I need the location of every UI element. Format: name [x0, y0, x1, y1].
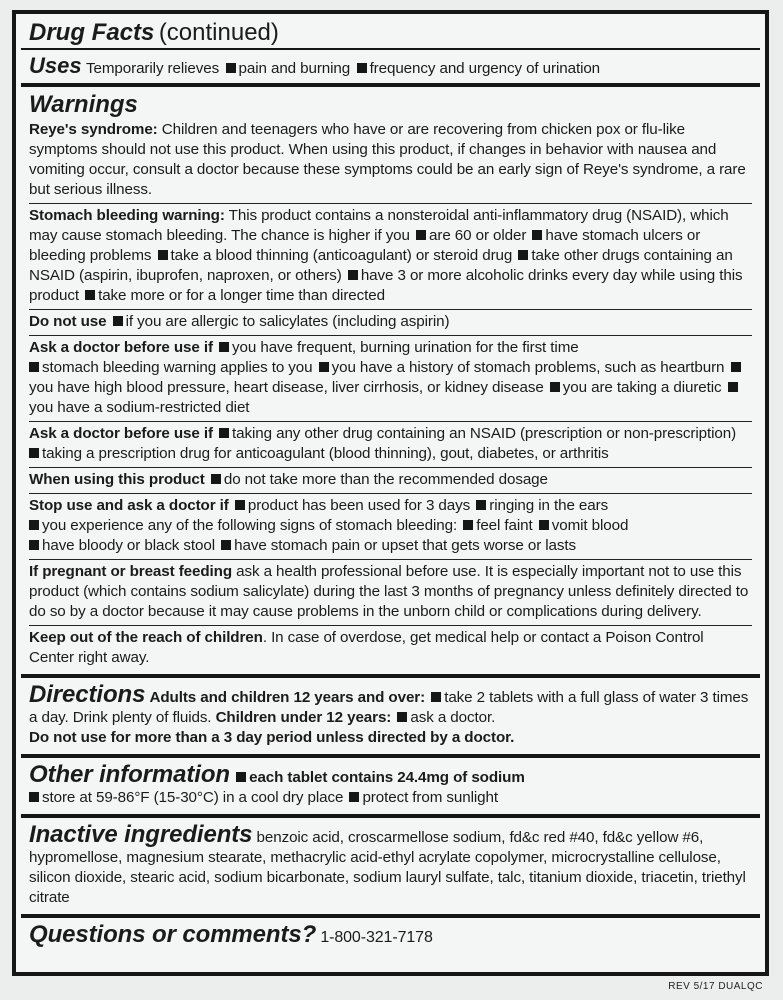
warnings-heading-row	[21, 87, 760, 118]
bullet-icon	[319, 362, 329, 372]
uses-item: pain and burning	[238, 60, 351, 77]
stomach-item: have stomach ulcers or bleeding problems	[29, 227, 701, 264]
inactive-heading: Inactive ingredients	[29, 821, 253, 848]
stop-use-item: vomit blood	[551, 517, 629, 534]
bullet-icon	[539, 520, 549, 530]
bullet-icon	[348, 270, 358, 280]
directions-limit: Do not use for more than a 3 day period unless directed by a doctor.	[29, 729, 515, 746]
keep-out-label: Keep out of the reach of children	[29, 629, 263, 646]
ask-doctor-warning	[21, 336, 760, 421]
drug-facts-header	[21, 17, 760, 48]
pregnant-warning	[21, 560, 760, 625]
bullet-icon	[397, 712, 407, 722]
stomach-item: take more or for a longer time than directed	[98, 287, 385, 304]
bullet-icon	[158, 250, 168, 260]
revision-code: REV 5/17 DUALQC	[668, 981, 763, 992]
do-not-use-item: if you are allergic to salicylates (including aspirin)	[125, 313, 450, 330]
bullet-icon	[219, 342, 229, 352]
reyes-text: Children and teenagers who have or are recovering from chicken pox or flu-like symptoms should not use this product. When using this product, if changes in behavior with nausea and vomiting occur, consult a doctor because these symptoms could be an early sign of Reye's syndrome, a rare but serious illness.	[29, 121, 746, 198]
ask-doctor-item: you have a history of stomach problems, such as heartburn	[331, 359, 725, 376]
bullet-icon	[226, 63, 236, 73]
stomach-item: have 3 or more alcoholic drinks every day while using this product	[29, 267, 743, 304]
stop-use-item: have stomach pain or upset that gets worse or lasts	[234, 537, 577, 554]
directions-children-text: ask a doctor.	[410, 709, 496, 726]
other-info-item: protect from sunlight	[362, 789, 498, 806]
directions-heading: Directions	[29, 681, 146, 708]
bullet-icon	[29, 520, 39, 530]
stomach-item: are 60 or older	[429, 227, 527, 244]
ask-doctor-item: you have a sodium-restricted diet	[29, 399, 250, 416]
warnings-heading: Warnings	[29, 91, 138, 118]
stop-use-item: product has been used for 3 days	[247, 497, 471, 514]
bullet-icon	[85, 290, 95, 300]
bullet-icon	[221, 540, 231, 550]
reyes-warning	[21, 118, 760, 203]
bullet-icon	[236, 772, 246, 782]
bullet-icon	[29, 540, 39, 550]
uses-item: frequency and urgency of urination	[369, 60, 601, 77]
ask-doctor-label: Ask a doctor before use if	[29, 339, 213, 356]
stop-use-warning	[21, 494, 760, 559]
pregnant-text: ask a health professional before use. It is especially important not to use this product (which contains sodium salicylate) during the last 3 months of pregnancy unless definitely directed to do so by a doctor because it may cause problems in the unborn child or complications during delivery.	[29, 563, 749, 620]
inactive-text: benzoic acid, croscarmellose sodium, fd&c red #40, fd&c yellow #6, hypromellose, magnesium stearate, methacrylic acid-ethyl acrylate copolymer, microcrystalline cellulose, silicon dioxide, stearic acid, sodium bicarbonate, sodium lauryl sulfate, talc, titanium dioxide, triacetin, triethyl citrate	[29, 829, 746, 906]
ask-doctor-2-item: taking a prescription drug for anticoagulant (blood thinning), gout, diabetes, or arthritis	[42, 445, 609, 462]
bullet-icon	[211, 474, 221, 484]
stop-use-item: feel faint	[476, 517, 533, 534]
when-using-label: When using this product	[29, 471, 205, 488]
questions-heading: Questions or comments?	[29, 921, 317, 948]
directions-adults-label: Adults and children 12 years and over:	[149, 689, 426, 706]
bullet-icon	[357, 63, 367, 73]
uses-section	[21, 50, 760, 83]
bullet-icon	[431, 692, 441, 702]
other-info-heading: Other information	[29, 761, 230, 788]
directions-children-label: Children under 12 years:	[215, 709, 392, 726]
stomach-intro: This product contains a nonsteroidal anti-inflammatory drug (NSAID), which may cause stomach bleeding. The chance is higher if you	[29, 207, 729, 244]
when-using-item: do not take more than the recommended dosage	[223, 471, 548, 488]
stop-use-item: ringing in the ears	[489, 497, 609, 514]
bullet-icon	[29, 792, 39, 802]
bullet-icon	[416, 230, 426, 240]
other-info-item: each tablet contains 24.4mg of sodium	[249, 769, 525, 786]
directions-adults-text: take 2 tablets with a full glass of water 3 times a day. Drink plenty of fluids.	[29, 689, 749, 726]
bullet-icon	[463, 520, 473, 530]
ask-doctor-2-item: taking any other drug containing an NSAID (prescription or non-prescription)	[232, 425, 737, 442]
other-info-section	[21, 758, 760, 814]
bullet-icon	[349, 792, 359, 802]
bullet-icon	[476, 500, 486, 510]
uses-heading: Uses	[29, 53, 82, 78]
ask-doctor-item: you have frequent, burning urination for the first time	[232, 339, 579, 356]
inactive-ingredients-section	[21, 818, 760, 914]
bullet-icon	[518, 250, 528, 260]
stomach-bleeding-warning	[21, 204, 760, 309]
questions-phone: 1-800-321-7178	[320, 929, 433, 946]
keep-out-warning	[21, 626, 760, 674]
bullet-icon	[550, 382, 560, 392]
bullet-icon	[113, 316, 123, 326]
ask-doctor-item: stomach bleeding warning applies to you	[42, 359, 313, 376]
reyes-label: Reye's syndrome:	[29, 121, 158, 138]
stomach-item: take other drugs containing an NSAID (aspirin, ibuprofen, naproxen, or others)	[29, 247, 733, 284]
stop-use-item: you experience any of the following signs of stomach bleeding:	[42, 517, 458, 534]
bullet-icon	[731, 362, 741, 372]
when-using-warning	[21, 468, 760, 493]
uses-intro: Temporarily relieves	[86, 60, 220, 77]
pregnant-label: If pregnant or breast feeding	[29, 563, 232, 580]
bullet-icon	[29, 448, 39, 458]
drug-facts-panel	[12, 10, 769, 976]
bullet-icon	[219, 428, 229, 438]
stop-use-item: have bloody or black stool	[42, 537, 216, 554]
stop-use-label: Stop use and ask a doctor if	[29, 497, 229, 514]
ask-doctor-item: you are taking a diuretic	[562, 379, 722, 396]
do-not-use-warning	[21, 310, 760, 335]
ask-doctor-label: Ask a doctor before use if	[29, 425, 213, 442]
stomach-label: Stomach bleeding warning:	[29, 207, 225, 224]
ask-doctor-warning-2	[21, 422, 760, 467]
directions-section	[21, 678, 760, 754]
keep-out-text: . In case of overdose, get medical help or contact a Poison Control Center right away.	[29, 629, 704, 666]
ask-doctor-item: you have high blood pressure, heart disease, liver cirrhosis, or kidney disease	[29, 379, 544, 396]
bullet-icon	[235, 500, 245, 510]
bullet-icon	[532, 230, 542, 240]
stomach-item: take a blood thinning (anticoagulant) or steroid drug	[170, 247, 513, 264]
do-not-use-label: Do not use	[29, 313, 107, 330]
bullet-icon	[728, 382, 738, 392]
questions-section	[21, 918, 760, 954]
continued-label: (continued)	[158, 19, 279, 46]
bullet-icon	[29, 362, 39, 372]
drug-facts-title: Drug Facts	[29, 19, 155, 46]
other-info-item: store at 59-86°F (15-30°C) in a cool dry place	[42, 789, 344, 806]
